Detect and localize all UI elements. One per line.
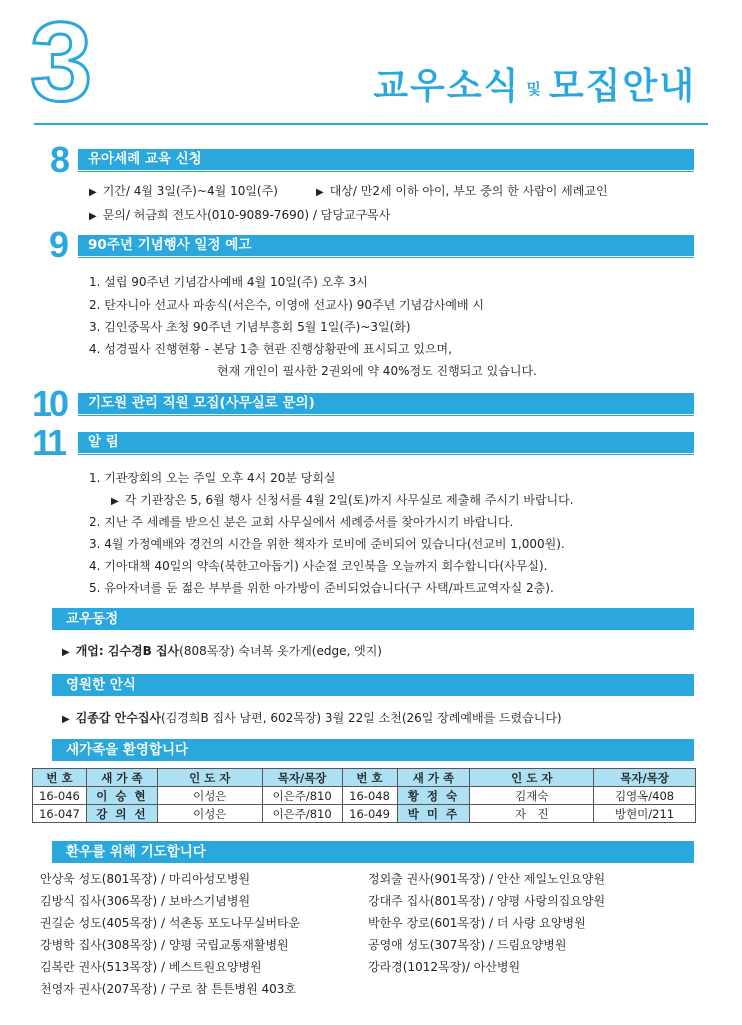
- column-header: 새 가 족: [86, 769, 157, 787]
- triangle-bullet-icon: ▶: [111, 496, 119, 507]
- prayer-item: 박한우 장로(601목장) / 더 사랑 요양병원: [368, 916, 586, 930]
- rest-line: [62, 709, 562, 726]
- welcome-title: 새가족을 환영합니다: [52, 739, 694, 761]
- news-bold: 개업: 김수경B 집사: [75, 644, 180, 658]
- section-9-item: 3. 김인중목사 초청 90주년 기념부흥회 5월 1일(주)~3일(화): [89, 320, 411, 334]
- prayer-item: 권길순 성도(405목장) / 석촌동 포도나무실버타운: [40, 916, 301, 930]
- table-cell: 16-049: [342, 805, 397, 823]
- new-family-table: [32, 768, 696, 823]
- column-header: 목자/목장: [594, 769, 696, 787]
- table-cell: 박 미 주: [397, 805, 470, 823]
- notice-subitem: ▶ 각 기관장은 5, 6월 행사 신청서를 4월 2일(토)까지 사무실로 제출해 주시기 바랍니다.: [111, 493, 574, 507]
- section-9-item: 1. 설립 90주년 기념감사예배 4월 10일(주) 오후 3시: [89, 275, 368, 289]
- prayer-item: 정외출 권사(901목장) / 안산 제일노인요양원: [368, 872, 606, 886]
- section-8-line-target: ▶ 대상/ 만2세 이하 아이, 부모 중의 한 사람이 세례교인: [316, 184, 608, 198]
- table-header-row: [33, 769, 696, 787]
- table-row: [33, 787, 696, 805]
- section-10-underline: [78, 415, 694, 416]
- column-header: 인 도 자: [470, 769, 594, 787]
- rest-rest: (김경희B 집사 남편, 602목장) 3월 22일 소천(26일 장례예배를 드렸습니다): [161, 711, 562, 725]
- triangle-bullet-icon: ▶: [62, 714, 70, 725]
- table-cell: 16-046: [33, 787, 87, 805]
- notice-item: 4. 기아대책 40일의 약속(북한고아돕기) 사순절 코인북을 오늘까지 회수합니다(사무실).: [89, 559, 548, 573]
- section-11-title: 알 림: [78, 432, 694, 453]
- section-9-item-continued: 현재 개인이 필사한 2권외에 약 40%정도 진행되고 있습니다.: [217, 364, 537, 378]
- notice-item: 1. 기관장회의 오는 주일 오후 4시 20분 당회실: [89, 471, 336, 485]
- section-9-item: 4. 성경필사 진행현황 - 본당 1층 현관 진행상황판에 표시되고 있으며,: [89, 342, 452, 356]
- section-8-number: 8: [50, 139, 68, 180]
- table-cell: 16-048: [342, 787, 397, 805]
- section-11-underline: [78, 454, 694, 455]
- page-number: 3: [30, 0, 93, 124]
- section-11-number: 11: [32, 422, 65, 463]
- section-8-underline: [78, 171, 694, 172]
- triangle-bullet-icon: ▶: [62, 647, 70, 658]
- column-header: 새 가 족: [397, 769, 470, 787]
- triangle-bullet-icon: ▶: [89, 187, 97, 198]
- section-9-item: 2. 탄자니아 선교사 파송식(서은수, 이영애 선교사) 90주년 기념감사예배 시: [89, 298, 484, 312]
- table-cell: 김영옥/408: [594, 787, 696, 805]
- title-part1: 교우소식: [373, 66, 521, 107]
- section-10-title: 기도원 관리 직원 모집(사무실로 문의): [78, 393, 694, 414]
- prayer-item: 공영애 성도(307목장) / 드림요양병원: [368, 938, 567, 952]
- table-cell: 이성은: [157, 805, 262, 823]
- table-cell: 16-047: [33, 805, 87, 823]
- prayer-item: 천영자 권사(207목장) / 구로 참 튼튼병원 403호: [40, 982, 296, 996]
- table-cell: 이성은: [157, 787, 262, 805]
- section-8-title: 유아세례 교육 신청: [78, 149, 694, 170]
- title-and: 및: [526, 79, 543, 98]
- header-divider: [34, 123, 708, 125]
- column-header: 목자/목장: [262, 769, 342, 787]
- section-8-line-period: ▶ 기간/ 4월 3일(주)~4월 10일(주): [89, 184, 278, 198]
- section-10-number: 10: [32, 383, 67, 424]
- table-cell: 이은주/810: [262, 805, 342, 823]
- section-8-line-contact: ▶ 문의/ 허금희 전도사(010-9089-7690) / 담당교구목사: [89, 208, 391, 222]
- page-title: [373, 58, 696, 109]
- prayer-item: 강병학 집사(308목장) / 양평 국립교통재활병원: [40, 938, 289, 952]
- table-cell: 방현미/211: [594, 805, 696, 823]
- triangle-bullet-icon: ▶: [316, 187, 324, 198]
- notice-item: 5. 유아자녀를 둔 젊은 부부를 위한 아가방이 준비되었습니다(구 사택/파트교역자실 2층).: [89, 581, 554, 595]
- column-header: 인 도 자: [157, 769, 262, 787]
- news-line: [62, 642, 382, 659]
- table-cell: 강 의 선: [86, 805, 157, 823]
- prayer-item: 강대주 집사(801목장) / 양평 사랑의집요양원: [368, 894, 606, 908]
- news-rest: (808목장) 숙녀복 옷가게(edge, 엣지): [179, 644, 382, 658]
- notice-item: 3. 4월 가정예배와 경건의 시간을 위한 책자가 로비에 준비되어 있습니다(선교비 1,000원).: [89, 537, 565, 551]
- table-cell: 이은주/810: [262, 787, 342, 805]
- prayer-title: 환우를 위해 기도합니다: [52, 841, 694, 863]
- rest-bold: 김종갑 안수집사: [75, 711, 162, 725]
- prayer-item: 김방식 집사(306목장) / 보바스기념병원: [40, 894, 251, 908]
- table-cell: 김재숙: [470, 787, 594, 805]
- prayer-item: 강라경(1012목장)/ 아산병원: [368, 960, 521, 974]
- section-9-title: 90주년 기념행사 일정 예고: [78, 235, 694, 256]
- news-title: 교우동정: [52, 608, 694, 630]
- column-header: 번 호: [33, 769, 87, 787]
- table-cell: 황 정 숙: [397, 787, 470, 805]
- section-9-underline: [78, 257, 694, 258]
- table-row: [33, 805, 696, 823]
- section-9-number: 9: [49, 224, 67, 265]
- title-part2: 모집안내: [548, 66, 696, 107]
- column-header: 번 호: [342, 769, 397, 787]
- table-cell: 자 진: [470, 805, 594, 823]
- rest-title: 영원한 안식: [52, 674, 694, 696]
- prayer-item: 김복란 권사(513목장) / 베스트원요양병원: [40, 960, 262, 974]
- table-cell: 이 승 현: [86, 787, 157, 805]
- prayer-item: 안상욱 성도(801목장) / 마리아성모병원: [40, 872, 251, 886]
- triangle-bullet-icon: ▶: [89, 211, 97, 222]
- notice-item: 2. 지난 주 세례를 받으신 분은 교회 사무실에서 세례증서를 찾아가시기 바랍니다.: [89, 515, 514, 529]
